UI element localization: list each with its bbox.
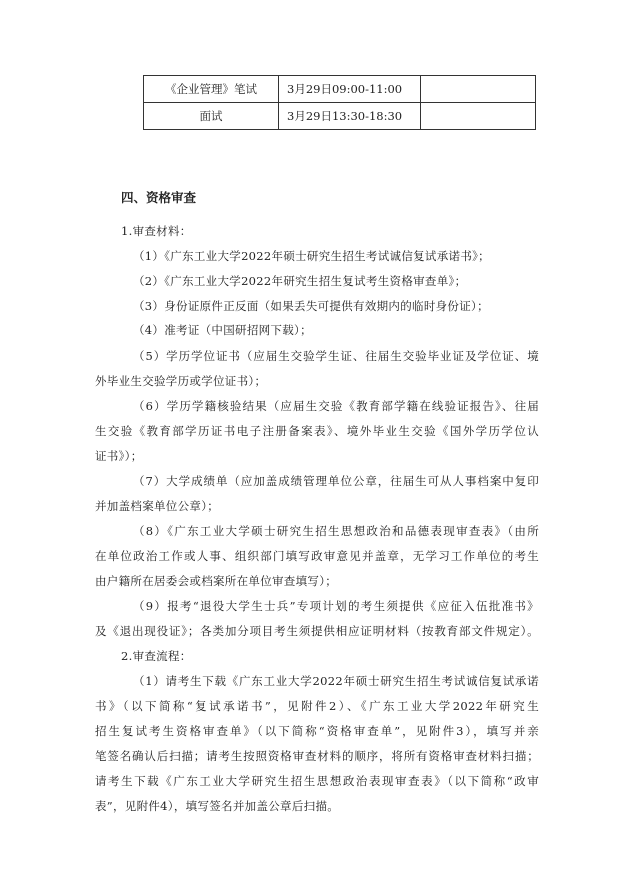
list-item: （2）《广东工业大学2022年研究生招生复试考生资格审查单》； xyxy=(133,274,467,288)
list-item: （1）请考生下载《广东工业大学2022年硕士研究生招生考试诚信复试承诺 xyxy=(133,674,539,688)
list-item-continuation: 并加盖档案单位公章）； xyxy=(95,499,220,513)
list-item: （5）学历学位证书（应届生交验学生证、往届生交验毕业证及学位证、境 xyxy=(133,349,539,363)
list-item-continuation: 表”，见附件4），填写签名并加盖公章后扫描。 xyxy=(95,799,340,813)
subsection-title: 2.审查流程： xyxy=(121,649,192,663)
list-item-continuation: 证书》）； xyxy=(95,449,143,463)
list-item-continuation: 招生复试考生资格审查单》（以下简称“资格审查单”，见附件3），填写并亲 xyxy=(95,724,539,738)
time-cell: 3月29日09:00-11:00 xyxy=(279,76,421,103)
list-item-continuation: 外毕业生交验学历或学位证书）； xyxy=(95,374,267,388)
subject-cell: 面试 xyxy=(144,103,279,130)
list-item-continuation: 书》（以下简称“复试承诺书”，见附件2）、《广东工业大学2022年研究生 xyxy=(95,699,539,713)
exam-schedule-table xyxy=(143,75,536,130)
list-item: （8）《广东工业大学硕士研究生招生思想政治和品德表现审查表》（由所 xyxy=(133,524,539,538)
list-item: （1）《广东工业大学2022年硕士研究生招生考试诚信复试承诺书》； xyxy=(133,249,490,263)
list-item-continuation: 笔签名确认后扫描；请考生按照资格审查材料的顺序，将所有资格审查材料扫描； xyxy=(95,749,539,763)
list-item-continuation: 在单位政治工作或人事、组织部门填写政审意见并盖章，无学习工作单位的考生 xyxy=(95,549,539,563)
list-item-continuation: 请考生下载《广东工业大学研究生招生思想政治表现审查表》（以下简称“政审 xyxy=(95,774,539,788)
time-cell: 3月29日13:30-18:30 xyxy=(279,103,421,130)
note-cell xyxy=(421,103,536,130)
list-item-continuation: 及《退出现役证》；各类加分项目考生须提供相应证明材料（按教育部文件规定）。 xyxy=(95,624,539,638)
list-item: （9）报考“退役大学生士兵”专项计划的考生须提供《应征入伍批准书》 xyxy=(133,599,539,613)
table-row xyxy=(144,103,536,130)
list-item: （7）大学成绩单（应加盖成绩管理单位公章，往届生可从人事档案中复印 xyxy=(133,474,539,488)
subsection-title: 1.审查材料： xyxy=(121,224,192,238)
table-row xyxy=(144,76,536,103)
list-item: （4）准考证（中国研招网下载）； xyxy=(133,323,312,337)
section-heading: 四、资格审查 xyxy=(121,190,197,205)
list-item: （3）身份证原件正反面（如果丢失可提供有效期内的临时身份证）； xyxy=(133,299,489,313)
subject-cell: 《企业管理》笔试 xyxy=(144,76,279,103)
list-item: （6）学历学籍核验结果（应届生交验《教育部学籍在线验证报告》、往届 xyxy=(133,399,539,413)
list-item-continuation: 生交验《教育部学历证书电子注册备案表》、境外毕业生交验《国外学历学位认 xyxy=(95,424,539,438)
note-cell xyxy=(421,76,536,103)
list-item-continuation: 由户籍所在居委会或档案所在单位审查填写）； xyxy=(95,574,338,588)
